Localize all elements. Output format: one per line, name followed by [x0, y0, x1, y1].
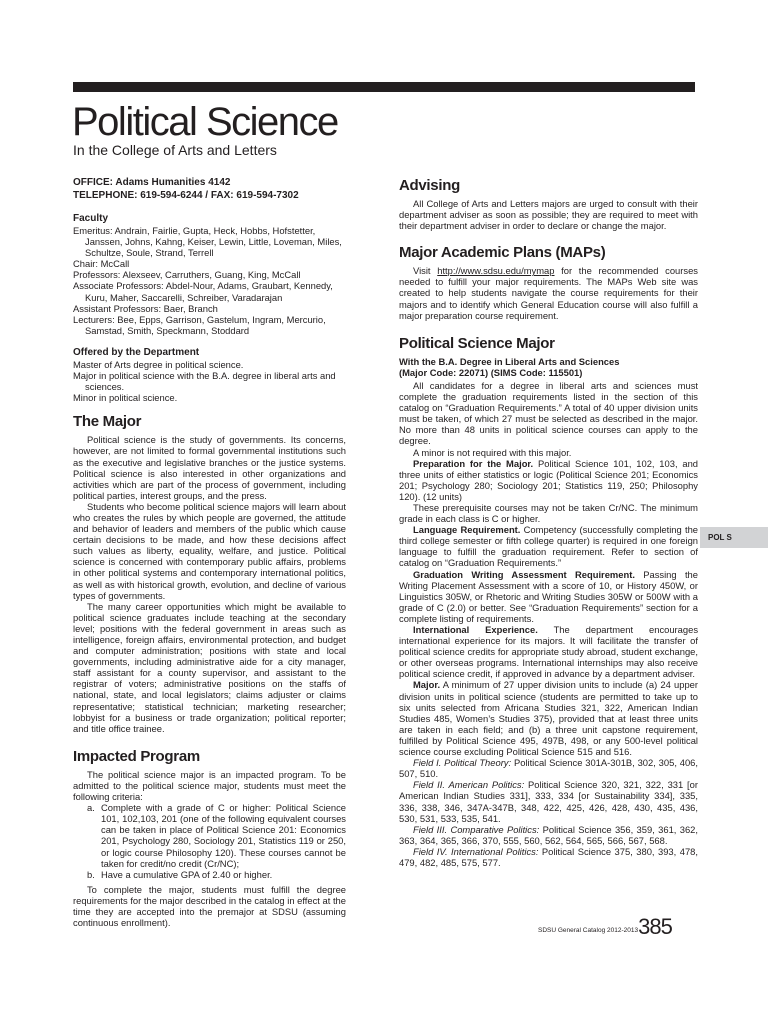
preparation-lead: Preparation for the Major.: [413, 457, 534, 469]
field-label: Field IV. International Politics:: [413, 845, 539, 857]
faculty-heading: Faculty: [73, 213, 109, 224]
gwar-text: Passing the Writing Placement Assessment with a score of 10, or History 450W, or Linguistics 305W, or Rhetoric and Writing Studies 305W or 500W with a grade of C (2.0) or better. See “Graduation Requirements” section for a complete listing of requirements.: [399, 568, 698, 624]
language-lead: Language Requirement.: [413, 524, 521, 536]
page-subtitle: In the College of Arts and Letters: [73, 142, 277, 158]
impacted-criterion: [87, 802, 346, 869]
preparation-text: Political Science 101, 102, 103, and three units of either statistics or logic (Political Science 201; Economics 201; Psychology 280; Sociology 201; Statistics 119, 250; Philosophy 120). (12 units): [399, 457, 698, 502]
field-courses: Political Science 320, 321, 322, 331 [or American Indian Studies 331], 333, 334 [or Sustainability 334], 335, 336, 338, 346, 347A-347B, 348, 422, 425, 426, 428, 430, 435, 436, 530, 531, 533, 535, 541.: [399, 779, 698, 824]
left-column: [73, 177, 346, 928]
list-marker: b.: [87, 868, 95, 880]
faculty-lecturers: Lecturers: Bee, Epps, Garrison, Gastelum, Ingram, Mercurio, Samstad, Smith, Speckmann, Stoddard: [73, 313, 326, 336]
language-paragraph: [399, 524, 698, 568]
offered-item: Master of Arts degree in political science.: [73, 358, 244, 370]
international-lead: International Experience.: [413, 624, 538, 635]
minor-note: A minor is not required with this major.: [413, 446, 572, 458]
impacted-intro: The political science major is an impacted program. To be admitted to the political science major, students must meet the following criteria:: [73, 768, 346, 803]
field-courses: Political Science 301A-301B, 302, 305, 406, 507, 510.: [399, 757, 698, 780]
offered-heading: Offered by the Department: [73, 346, 200, 358]
faculty-associate-professors: Associate Professors: Abdel-Nour, Adams, Graubart, Kennedy, Kuru, Maher, Saccarelli, Schreiber, Varadarajan: [73, 280, 333, 303]
field-label: Field I. Political Theory:: [413, 757, 512, 769]
international-paragraph: [399, 624, 698, 679]
maps-text-before: Visit: [413, 265, 438, 277]
offered-list: [73, 359, 346, 403]
preparation-paragraph: [399, 458, 698, 502]
faculty-emeritus: Emeritus: Andrain, Fairlie, Gupta, Heck, Hobbs, Hofstetter, Janssen, Johns, Kahng, Keiser, Lewin, Little, Loveman, Miles, Schultze, Soule, Strand, Terrell: [73, 225, 342, 259]
impacted-criterion: [87, 869, 346, 880]
field-paragraph: [399, 846, 698, 868]
degree-subheading: With the B.A. Degree in Liberal Arts and Sciences: [399, 355, 620, 367]
field-paragraph: [399, 757, 698, 779]
offered-item: Major in political science with the B.A. degree in liberal arts and sciences.: [73, 370, 336, 393]
list-text: Complete with a grade of C or higher: Political Science 101, 102,103, 201 (one of the following equivalent courses can be taken in place of Political Science 201: Economics 201, Psychology 280, Sociology 201, Statistics 119 or 250, or logic course Philosophy 120). These courses cannot be taken for credit/no credit (Cr/NC);: [101, 802, 346, 869]
mymap-link[interactable]: http://www.sdsu.edu/mymap: [437, 265, 555, 277]
section-tab: POL S: [700, 527, 768, 548]
the-major-heading: The Major: [73, 413, 142, 431]
field-label: Field II. American Politics:: [413, 779, 525, 791]
major-code-subheading: (Major Code: 22071) (SIMS Code: 115501): [399, 366, 583, 378]
field-paragraph: [399, 779, 698, 823]
ps-major-intro: All candidates for a degree in liberal arts and sciences must complete the graduation requirements listed in the section of this catalog on “Graduation Requirements.” A total of 40 upper division units must be taken, of which 27 must be selected as described in the major. No more than 48 units in political science courses can apply to the degree.: [399, 379, 698, 447]
major-text: A minimum of 27 upper division units to include (a) 24 upper division units in political science (students are permitted to take up to six units selected from Africana Studies 321, 322, American Indian Studies 485, Women’s Studies 375), provided that at least three units are taken in each field; and (b) a three unit capstone requirement, fulfilled by Political Science 495, 497B, 498, or any 500-level political science course excluding Political Science 515 and 516.: [399, 679, 698, 758]
offered-item: Minor in political science.: [73, 392, 178, 404]
the-major-paragraph: Political science is the study of governments. Its concerns, however, are not limited to formal governmental institutions such as the executive and legislative branches or the justice systems. Political science is also interested in other organizations and activities which are part of the process of government, including political parties, interest groups, and the press.: [73, 434, 346, 501]
office-phone: TELEPHONE: 619-594-6244 / FAX: 619-594-7302: [73, 189, 299, 201]
faculty-list: [73, 225, 346, 336]
list-marker: a.: [87, 802, 95, 814]
page-title: Political Science: [72, 100, 338, 144]
gwar-lead: Graduation Writing Assessment Requirement.: [413, 568, 635, 580]
international-text: The department encourages international experience for its majors. It will facilitate the transfer of political science credits for appropriate study abroad, student exchange, or other overseas programs. International internships may also receive political science credit, if approved in advance by a department adviser.: [399, 624, 699, 680]
header-rule: [73, 82, 695, 92]
language-text: Competency (successfully completing the third college semester or fifth college quarter) is required in one foreign language to fulfill the graduation requirement. Refer to section of catalog on “Graduation Requirements.”: [399, 524, 698, 569]
major-lead: Major.: [413, 679, 441, 691]
maps-heading: Major Academic Plans (MAPs): [399, 244, 606, 262]
faculty-professors: Professors: Alexseev, Carruthers, Guang, King, McCall: [73, 269, 301, 281]
maps-text-after: for the recommended courses needed to fulfill your major requirements. The MAPs Web site was created to help students navigate the course requirements for their majors and to identify which General Education course will also fulfill a major preparation course requirement.: [399, 265, 698, 321]
field-label: Field III. Comparative Politics:: [413, 823, 540, 835]
major-paragraph: [399, 679, 698, 757]
advising-text: All College of Arts and Letters majors are urged to consult with their department adviser as soon as possible; they are required to meet with their department adviser in order to declare or change the major.: [399, 198, 698, 232]
office-location: OFFICE: Adams Humanities 4142: [73, 177, 231, 188]
catalog-name: SDSU General Catalog 2012-2013: [538, 927, 639, 934]
field-paragraph: [399, 824, 698, 846]
right-column: [399, 177, 698, 868]
field-courses: Political Science 375, 380, 393, 478, 479, 482, 485, 575, 577.: [399, 845, 698, 868]
prerequisite-note: These prerequisite courses may not be taken Cr/NC. The minimum grade in each class is C or higher.: [399, 501, 698, 525]
faculty-assistant-professors: Assistant Professors: Baer, Branch: [73, 302, 218, 314]
list-text: Have a cumulative GPA of 2.40 or higher.: [101, 868, 273, 880]
maps-text: [399, 265, 698, 320]
the-major-paragraph: The many career opportunities which might be available to political science graduates include teaching at the secondary level; positions with the federal government in areas such as intelligence, foreign affairs, environmental protection, and budget and computer administration; positions with state and local governments, including administrative aide for a city manager, staff assistant for a county supervisor, and assistant to the registrar of voters; administrative positions on the staffs of national, state, and local legislators; claims adjuster or claims representative; statistical technician; marketing researcher; lobbyist for a business or trade organization; political reporter; and title office trainee.: [73, 600, 346, 734]
page-footer: [538, 914, 672, 940]
gwar-paragraph: [399, 569, 698, 624]
faculty-chair: Chair: McCall: [73, 258, 130, 270]
ps-major-heading: Political Science Major: [399, 334, 555, 352]
impacted-closing: To complete the major, students must fulfill the degree requirements for the major described in the catalog in effect at the time they are accepted into the premajor at SDSU (assuming continuous enrollment).: [73, 883, 346, 929]
field-courses: Political Science 356, 359, 361, 362, 363, 364, 365, 366, 370, 555, 560, 562, 564, 565, 566, 567, 568.: [399, 823, 699, 846]
page-number: 385: [638, 914, 672, 939]
the-major-paragraph: Students who become political science majors will learn about who creates the rules by which people are governed, the attitude and behavior of leaders and members of the public which cause certain decisions to be made, and how these decisions affect such values as liberty, equality, welfare, and justice. Political science is concerned with contemporary public affairs, problems in other political systems and contemporary international politics, as well as with historical growth, evolution, and decline of various types of governments.: [73, 500, 346, 601]
impacted-program-heading: Impacted Program: [73, 747, 200, 765]
advising-heading: Advising: [399, 177, 460, 194]
